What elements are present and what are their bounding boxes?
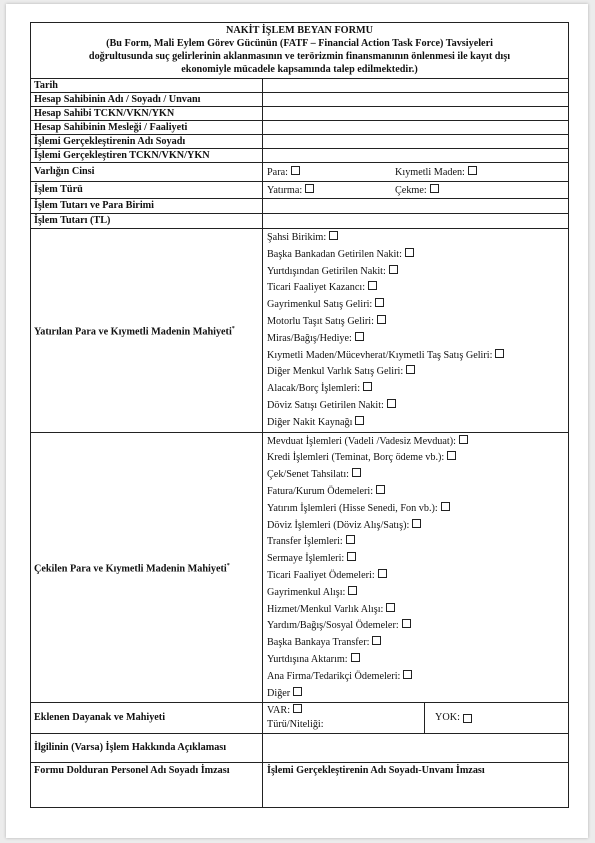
checkbox[interactable]	[372, 636, 381, 645]
deposit-option[interactable]: Döviz Satışı Getirilen Nakit:	[267, 398, 564, 415]
checkbox[interactable]	[387, 399, 396, 408]
option-attachment-yes[interactable]: VAR:	[267, 704, 424, 718]
row-label: Varlığın Cinsi	[31, 163, 263, 181]
withdraw-option[interactable]: Mevduat İşlemleri (Vadeli /Vadesiz Mevduat):	[267, 434, 564, 451]
withdraw-option[interactable]: Gayrimenkul Alışı:	[267, 585, 564, 602]
row-attachment	[31, 703, 568, 734]
checkbox[interactable]	[348, 586, 357, 595]
withdraw-option[interactable]: Hizmet/Menkul Varlık Alışı:	[267, 602, 564, 619]
row-amount-tl	[31, 214, 568, 229]
deposit-option[interactable]: Başka Bankadan Getirilen Nakit:	[267, 247, 564, 264]
row-label: İşlem Tutarı (TL)	[31, 214, 263, 228]
form-title: NAKİT İŞLEM BEYAN FORMU	[226, 25, 373, 36]
withdraw-option[interactable]: Başka Bankaya Transfer:	[267, 635, 564, 652]
withdraw-option[interactable]: Kredi İşlemleri (Teminat, Borç ödeme vb.):	[267, 450, 564, 467]
checkbox[interactable]	[376, 485, 385, 494]
withdraw-option[interactable]: Sermaye İşlemleri:	[267, 551, 564, 568]
checkbox[interactable]	[377, 315, 386, 324]
row-label: Tarih	[31, 79, 263, 92]
row-label: İşlem Türü	[31, 182, 263, 198]
form-subtitle-line-1: (Bu Form, Mali Eylem Görev Gücünün (FATF – Financial Action Task Force) Tavsiyeleri	[106, 38, 493, 49]
row-label: Hesap Sahibinin Adı / Soyadı / Unvanı	[31, 93, 263, 106]
row-asset-type	[31, 163, 568, 182]
withdraw-option[interactable]: Döviz İşlemleri (Döviz Alış/Satış):	[267, 518, 564, 535]
withdraw-option[interactable]: Yatırım İşlemleri (Hisse Senedi, Fon vb.):	[267, 501, 564, 518]
row-label: Yatırılan Para ve Kıymetli Madenin Mahiyeti*	[31, 229, 263, 432]
row-date	[31, 79, 568, 93]
checkbox[interactable]	[402, 619, 411, 628]
checkbox[interactable]	[386, 603, 395, 612]
withdraw-option[interactable]: Çek/Senet Tahsilatı:	[267, 467, 564, 484]
withdraw-option[interactable]: Yardım/Bağış/Sosyal Ödemeler:	[267, 618, 564, 635]
row-label: İlgilinin (Varsa) İşlem Hakkında Açıklaması	[31, 734, 263, 762]
checkbox[interactable]	[495, 349, 504, 358]
explanation-field[interactable]	[263, 734, 568, 762]
deposit-option[interactable]: Ticari Faaliyet Kazancı:	[267, 280, 564, 297]
withdraw-option[interactable]: Yurtdışına Aktarım:	[267, 652, 564, 669]
checkbox[interactable]	[305, 184, 314, 193]
checkbox[interactable]	[355, 416, 364, 425]
checkbox[interactable]	[293, 687, 302, 696]
checkbox[interactable]	[368, 281, 377, 290]
performer-name-field[interactable]	[263, 135, 568, 148]
option-withdraw[interactable]: Çekme:	[395, 184, 439, 197]
row-performer-name	[31, 135, 568, 149]
deposit-option[interactable]: Yurtdışından Getirilen Nakit:	[267, 264, 564, 281]
attachment-type-field[interactable]: Türü/Niteliği:	[267, 719, 324, 731]
checkbox[interactable]	[378, 569, 387, 578]
checkbox[interactable]	[363, 382, 372, 391]
withdraw-option[interactable]: Fatura/Kurum Ödemeleri:	[267, 484, 564, 501]
deposit-option[interactable]: Gayrimenkul Satış Geliri:	[267, 297, 564, 314]
checkbox[interactable]	[447, 451, 456, 460]
deposit-option[interactable]: Miras/Bağış/Hediye:	[267, 331, 564, 348]
checkbox[interactable]	[468, 166, 477, 175]
checkbox[interactable]	[346, 535, 355, 544]
row-holder-name	[31, 93, 568, 107]
holder-name-field[interactable]	[263, 93, 568, 106]
form-header	[31, 23, 568, 79]
holder-occupation-field[interactable]	[263, 121, 568, 134]
row-withdraw-nature	[31, 433, 568, 704]
option-money[interactable]: Para:	[267, 166, 395, 179]
checkbox[interactable]	[329, 231, 338, 240]
row-label: Çekilen Para ve Kıymetli Madenin Mahiyeti*	[31, 433, 263, 703]
row-label: İşlemi Gerçekleştiren TCKN/VKN/YKN	[31, 149, 263, 162]
checkbox[interactable]	[430, 184, 439, 193]
checkbox[interactable]	[406, 365, 415, 374]
option-deposit[interactable]: Yatırma:	[267, 184, 395, 197]
row-signatures	[31, 763, 568, 807]
checkbox[interactable]	[351, 653, 360, 662]
checkbox[interactable]	[347, 552, 356, 561]
checkbox[interactable]	[405, 248, 414, 257]
checkbox[interactable]	[355, 332, 364, 341]
row-transaction-type	[31, 182, 568, 199]
amount-currency-field[interactable]	[263, 199, 568, 213]
checkbox[interactable]	[441, 502, 450, 511]
deposit-option[interactable]: Alacak/Borç İşlemleri:	[267, 381, 564, 398]
cash-transaction-form	[30, 22, 569, 808]
amount-tl-field[interactable]	[263, 214, 568, 228]
document-page	[6, 4, 588, 838]
signature-staff[interactable]: Formu Dolduran Personel Adı Soyadı İmzası	[31, 763, 263, 807]
performer-id-field[interactable]	[263, 149, 568, 162]
checkbox[interactable]	[375, 298, 384, 307]
checkbox[interactable]	[291, 166, 300, 175]
row-deposit-nature	[31, 229, 568, 433]
option-precious-metal[interactable]: Kıymetli Maden:	[395, 166, 477, 179]
checkbox[interactable]	[293, 704, 302, 713]
checkbox[interactable]	[403, 670, 412, 679]
checkbox[interactable]	[463, 714, 472, 723]
row-label: İşlemi Gerçekleştirenin Adı Soyadı	[31, 135, 263, 148]
row-label: Hesap Sahibinin Mesleği / Faaliyeti	[31, 121, 263, 134]
row-explanation	[31, 734, 568, 763]
form-subtitle-line-3: ekonomiyle mücadele kapsamında talep edilmektedir.)	[181, 64, 418, 75]
withdraw-option[interactable]: Ana Firma/Tedarikçi Ödemeleri:	[267, 669, 564, 686]
checkbox[interactable]	[459, 435, 468, 444]
row-label: İşlem Tutarı ve Para Birimi	[31, 199, 263, 213]
deposit-option[interactable]: Kıymetli Maden/Mücevherat/Kıymetli Taş Satış Geliri:	[267, 348, 564, 365]
row-holder-occupation	[31, 121, 568, 135]
deposit-option[interactable]: Diğer Menkul Varlık Satış Geliri:	[267, 364, 564, 381]
option-attachment-no[interactable]: YOK:	[425, 703, 568, 733]
form-subtitle-line-2: doğrultusunda suç gelirlerinin aklanmasının ve terörizmin finansmanının önlenmesi ile kayıt dışı	[88, 51, 511, 62]
deposit-option[interactable]: Motorlu Taşıt Satış Geliri:	[267, 314, 564, 331]
row-label: Hesap Sahibi TCKN/VKN/YKN	[31, 107, 263, 120]
withdraw-option[interactable]: Ticari Faaliyet Ödemeleri:	[267, 568, 564, 585]
row-amount-currency	[31, 199, 568, 214]
holder-id-field[interactable]	[263, 107, 568, 120]
deposit-option[interactable]: Şahsi Birikim:	[267, 230, 564, 247]
row-performer-id	[31, 149, 568, 163]
checkbox[interactable]	[352, 468, 361, 477]
row-label: Eklenen Dayanak ve Mahiyeti	[31, 703, 263, 733]
row-holder-id	[31, 107, 568, 121]
deposit-option[interactable]: Diğer Nakit Kaynağı	[267, 415, 564, 432]
signature-performer[interactable]: İşlemi Gerçekleştirenin Adı Soyadı-Unvanı İmzası	[267, 765, 485, 777]
withdraw-option[interactable]: Transfer İşlemleri:	[267, 534, 564, 551]
withdraw-option[interactable]: Diğer	[267, 686, 564, 703]
checkbox[interactable]	[412, 519, 421, 528]
date-field[interactable]	[263, 79, 568, 92]
checkbox[interactable]	[389, 265, 398, 274]
